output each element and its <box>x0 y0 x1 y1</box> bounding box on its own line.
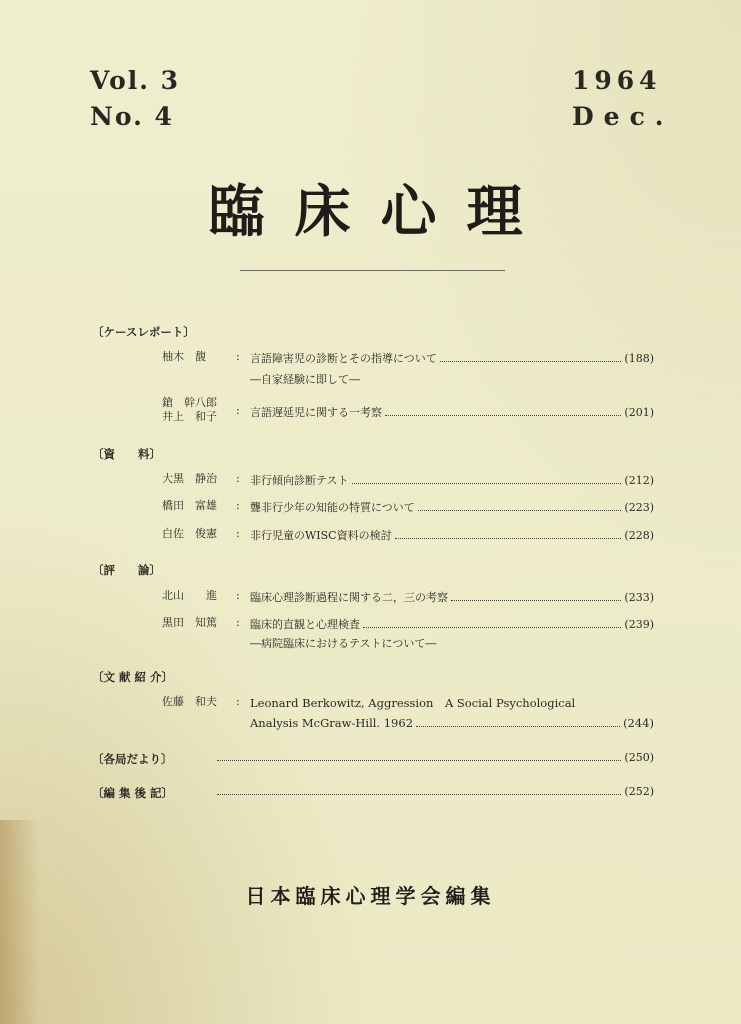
entry-title: 臨床的直観と心理検査 <box>250 618 360 631</box>
toc-entry <box>250 404 654 420</box>
entry-author: 白佐 俊憲 <box>162 527 217 540</box>
entry-author: 鎗 幹八郎 <box>162 396 217 409</box>
entry-colon: : <box>236 350 240 363</box>
leader-dots <box>352 474 622 484</box>
entry-title: 臨床心理診断過程に関する二，三の考察 <box>250 591 448 604</box>
entry-author: 柚木 馥 <box>162 350 206 363</box>
section-news: 〔各局だより〕 <box>92 752 173 766</box>
entry-title: 言語障害児の診断とその指導について <box>250 352 437 365</box>
entry-title: 非行児童のWISC資料の検討 <box>250 529 392 542</box>
leader-dots <box>418 501 622 511</box>
entry-page: (233) <box>624 591 654 604</box>
toc-entry <box>250 350 654 366</box>
entry-colon: : <box>236 472 240 485</box>
entry-colon: : <box>236 404 240 417</box>
toc-entry <box>214 751 654 767</box>
entry-title: Leonard Berkowitz, Aggression A Social Psychological <box>250 696 576 710</box>
journal-title: 臨床心理 <box>208 179 553 245</box>
entry-page: (223) <box>624 501 654 514</box>
entry-author: 黒田 知篤 <box>162 616 217 629</box>
volume-number: Vol. 3 <box>90 66 181 95</box>
entry-author: 井上 和子 <box>162 410 217 423</box>
entry-title: 非行傾向診断テスト <box>250 474 349 487</box>
entry-page: (252) <box>624 785 654 798</box>
entry-page: (244) <box>623 716 654 730</box>
leader-dots <box>385 406 621 416</box>
entry-author: 佐藤 和夫 <box>162 695 217 708</box>
toc-entry <box>250 716 654 732</box>
entry-page: (188) <box>624 352 654 365</box>
entry-author: 橋田 富雄 <box>162 499 217 512</box>
entry-title: 聾非行少年の知能の特質について <box>250 501 415 514</box>
entry-author: 北山 進 <box>162 589 217 602</box>
section-editorial: 〔編 集 後 記〕 <box>92 786 174 800</box>
section-review: 〔評 論〕 <box>92 563 161 577</box>
entry-page: (212) <box>624 474 654 487</box>
publisher: 日本臨床心理学会編集 <box>245 884 496 908</box>
toc-entry <box>250 589 654 605</box>
entry-subtitle: ―自家経験に即して― <box>250 373 360 386</box>
publication-year: 1964 <box>572 66 662 95</box>
leader-dots <box>363 618 621 628</box>
entry-colon: : <box>236 616 240 629</box>
toc-entry <box>250 527 654 543</box>
publication-month: Dec. <box>572 102 674 131</box>
entry-page: (201) <box>624 406 654 419</box>
entry-page: (250) <box>624 751 654 764</box>
toc-entry <box>250 499 654 515</box>
toc-entry <box>250 472 654 488</box>
leader-dots <box>416 717 620 727</box>
section-case-report: 〔ケースレポート〕 <box>92 325 195 339</box>
toc-entry <box>214 785 654 801</box>
entry-author: 大黒 静治 <box>162 472 217 485</box>
leader-dots <box>395 529 622 539</box>
entry-subtitle: ―病院臨床におけるテストについて― <box>250 637 437 650</box>
toc-entry <box>250 616 654 632</box>
entry-colon: : <box>236 499 240 512</box>
leader-dots <box>217 751 621 761</box>
entry-colon: : <box>236 589 240 602</box>
entry-title-continued: Analysis McGraw-Hill. 1962 <box>250 716 414 730</box>
entry-colon: : <box>236 695 240 708</box>
entry-colon: : <box>236 527 240 540</box>
section-material: 〔資 料〕 <box>92 447 161 461</box>
section-literature: 〔文 献 紹 介〕 <box>92 670 174 684</box>
entry-page: (239) <box>624 618 654 631</box>
entry-page: (228) <box>624 529 654 542</box>
leader-dots <box>451 591 621 601</box>
issue-number: No. 4 <box>90 102 174 131</box>
leader-dots <box>440 352 622 362</box>
entry-title: 言語遅延児に関する一考察 <box>250 406 382 419</box>
leader-dots <box>217 785 621 795</box>
